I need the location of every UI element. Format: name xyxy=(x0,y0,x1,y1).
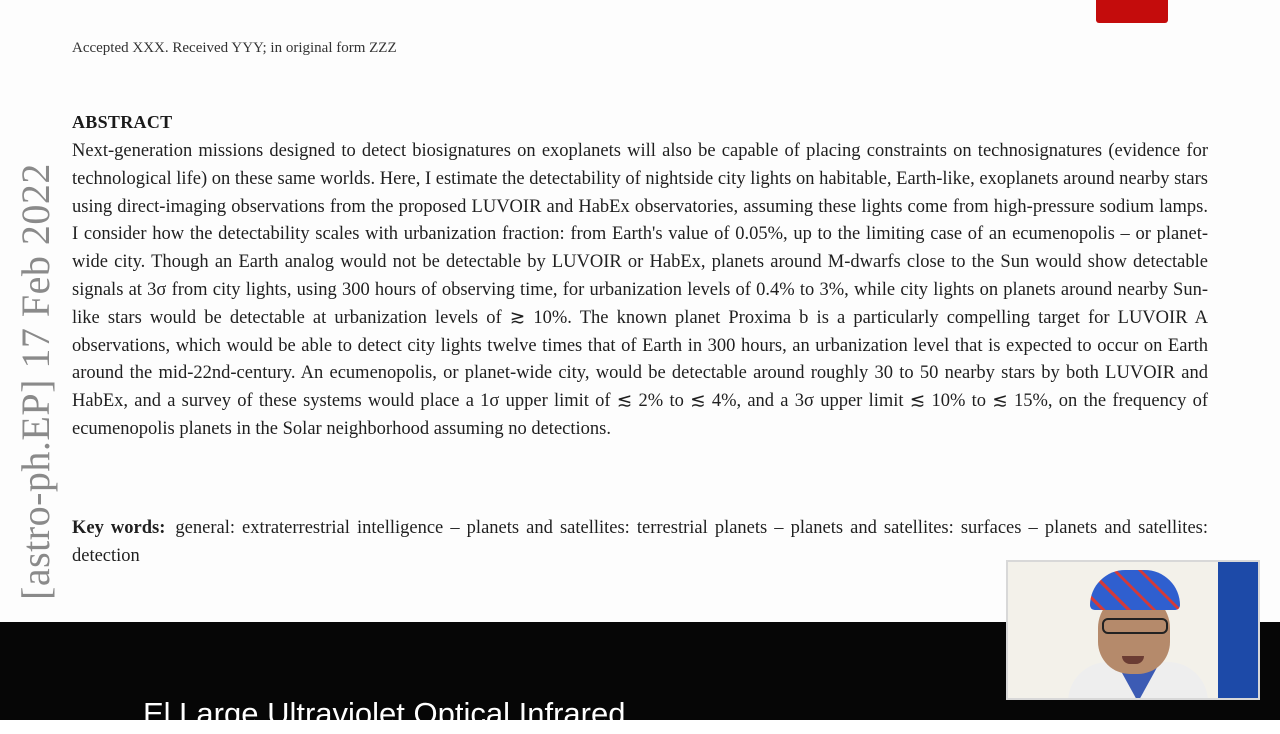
received-line: Accepted XXX. Received YYY; in original form ZZZ xyxy=(72,40,397,56)
red-tab xyxy=(1096,0,1168,23)
webcam-overlay xyxy=(1006,560,1260,700)
abstract-heading: ABSTRACT xyxy=(72,112,173,132)
arxiv-identifier: [astro-ph.EP] 17 Feb 2022 xyxy=(13,163,58,600)
presenter-cap xyxy=(1090,570,1180,610)
abstract-text: Next-generation missions designed to detect biosignatures on exoplanets will also be capable of placing constraints on technosignatures (evidence for technological life) on these same worlds. Here, I estimate the detectability of nightside city lights on habitable, Earth-like, exoplanets around nearby stars using direct-imaging observations from the proposed LUVOIR and HabEx observatories, assuming these lights come from high-pressure sodium lamps. I consider how the detectability scales with urbanization fraction: from Earth's value of 0.05%, up to the limiting case of an ecumenopolis – or planet-wide city. Though an Earth analog would not be detectable by LUVOIR or HabEx, planets around M-dwarfs close to the Sun would show detectable signals at 3σ from city lights, using 300 hours of observing time, for urbanization levels of 0.4% to 3%, while city lights on planets around nearby Sun-like stars would be detectable at urbanization levels of ≳ 10%. The known planet Proxima b is a particularly compelling target for LUVOIR A observations, which would be able to detect city lights twelve times that of Earth in 300 hours, an urbanization level that is expected to occur on Earth around the mid-22nd-century. An ecumenopolis, or planet-wide city, would be detectable around roughly 30 to 50 nearby stars by both LUVOIR and HabEx, and a survey of these systems would place a 1σ upper limit of ≲ 2% to ≲ 4%, and a 3σ upper limit ≲ 10% to ≲ 15%, on the frequency of ecumenopolis planets in the Solar neighborhood assuming no detections. xyxy=(72,141,1208,439)
keywords-label: Key words: xyxy=(72,518,166,538)
presenter-glasses xyxy=(1102,618,1168,634)
webcam-background-door xyxy=(1218,562,1258,700)
keywords-text: general: extraterrestrial intelligence – planets and satellites: terrestrial planets – planets and satellites: surfaces – planets and satellites: detection xyxy=(72,518,1208,566)
video-caption: El Large Ultraviolet Optical Infrared xyxy=(143,696,626,731)
